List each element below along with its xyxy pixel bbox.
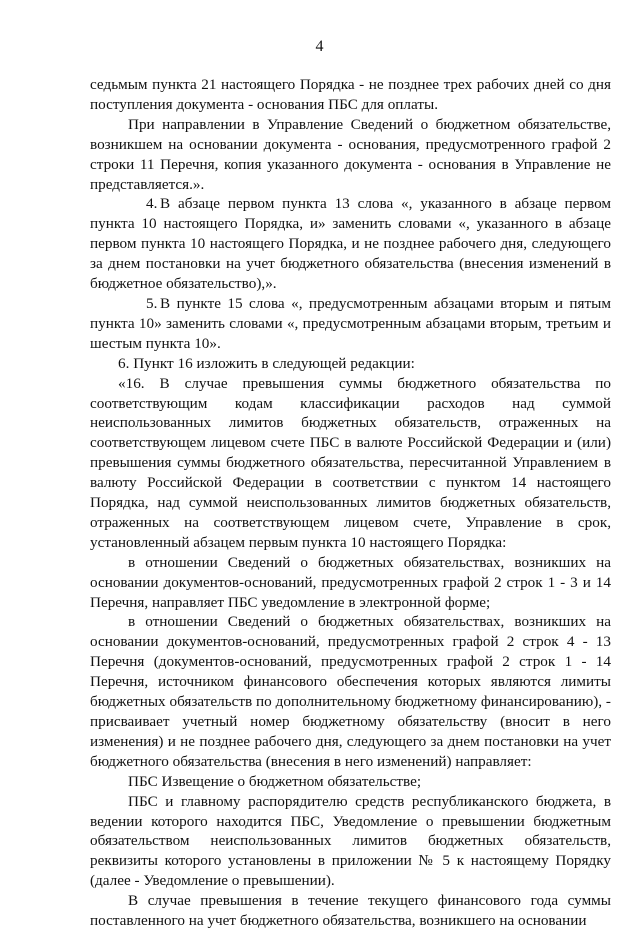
item-number: 4.: [146, 195, 158, 213]
paragraph-item-5: 5. В пункте 15 слова «, предусмотренным абзацами вторым и пятым пункта 10» заменить словами «, предусмотренным абзацами вторым, третьим и шестым пункта 10».: [90, 294, 611, 352]
document-body: [90, 75, 611, 931]
paragraph-copy-note: При направлении в Управление Сведений о бюджетном обязательстве, возникшем на основании документа - основания, предусмотренного графой 2 строки 11 Перечня, копия указанного документа - основания в Управление не представляется.».: [90, 115, 611, 193]
paragraph-excess-notice: ПБС и главному распорядителю средств республиканского бюджета, в ведении которого находится ПБС, Уведомление о превышении бюджетным обязательством неиспользованных лимитов бюджетных обязательств, реквизиты которого установлены в приложении № 5 к настоящему Порядку (далее - Уведомление о превышении).: [90, 792, 611, 890]
paragraph-pbs-notice: ПБС Извещение о бюджетном обязательстве;: [128, 772, 422, 790]
paragraph-item-4: 4. В абзаце первом пункта 13 слова «, указанного в абзаце первом пункта 10 настоящего Порядка, и» заменить словами «, указанного в абзаце первом пункта 10 настоящего Порядка, и не позднее рабочего дня, следующего за днем постановки на учет бюджетного обязательства (внесения изменений в бюджетное обязательство),».: [90, 195, 611, 293]
paragraph-current-year: В случае превышения в течение текущего финансового года суммы поставленного на учет бюджетного обязательства, возникшего на основании: [90, 892, 611, 930]
paragraph-item-6: 6. Пункт 16 изложить в следующей редакции:: [118, 354, 415, 372]
paragraph-assign-number: в отношении Сведений о бюджетных обязательствах, возникших на основании документов-оснований, предусмотренных графой 2 строк 4 - 13 Перечня (документов-оснований, предусмотренных графой 2 строк 1 - 14 Перечня, источником финансового обеспечения которых являются лимиты бюджетных обязательств по дополнительному бюджетному финансированию), - присваивает учетный номер бюджетному обязательству (вносит в него изменения) и не позднее рабочего дня, следующего за днем постановки на учет бюджетного обязательства (внесения в него изменений) направляет:: [90, 613, 611, 770]
paragraph-clause-16: «16. В случае превышения суммы бюджетного обязательства по соответствующим кодам классификации расходов над суммой неиспользованных лимитов бюджетных обязательств, отраженных на соответствующем лицевом счете ПБС в валюте Российской Федерации и (или) превышения суммы бюджетного обязательства, пересчитанной Управлением в валюту Российской Федерации в соответствии с пунктом 14 настоящего Порядка, над суммой неиспользованных лимитов бюджетных обязательств, отраженных на соответствующем лицевом счете, Управление в срок, установленный абзацем первым пункта 10 настоящего Порядка:: [90, 374, 611, 551]
item-number: 5.: [146, 294, 158, 312]
page-number: 4: [315, 38, 324, 55]
paragraph-continuation: седьмым пункта 21 настоящего Порядка - не позднее трех рабочих дней со дня поступления документа - основания ПБС для оплаты.: [90, 76, 611, 113]
paragraph-notice-electronic: в отношении Сведений о бюджетных обязательствах, возникших на основании документов-оснований, предусмотренных графой 2 строк 1 - 3 и 14 Перечня, направляет ПБС уведомление в электронной форме;: [90, 553, 611, 611]
